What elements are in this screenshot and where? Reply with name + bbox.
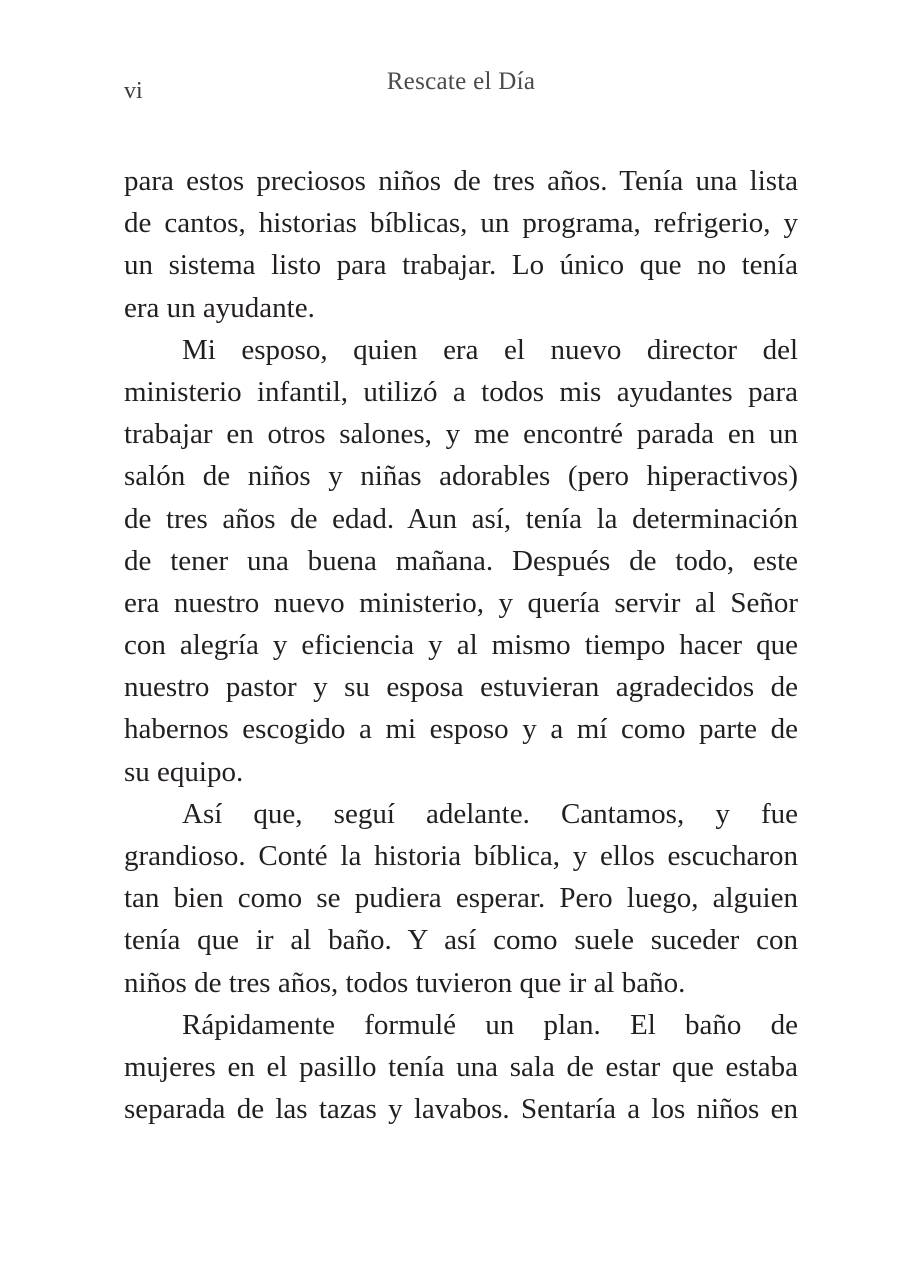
text-line: era un ayudante. xyxy=(124,291,315,324)
text-line: niños de tres años, todos tuvieron que ir al baño. xyxy=(124,966,686,999)
text-line: de tener una buena mañana. Después de todo, este xyxy=(124,544,798,577)
text-line: Así que, seguí adelante. Cantamos, y fue xyxy=(182,797,798,830)
page-number: vi xyxy=(124,78,143,104)
text-line: era nuestro nuevo ministerio, y quería servir al Señor xyxy=(124,586,798,619)
book-title: Rescate el Día xyxy=(386,68,536,95)
paragraph xyxy=(124,329,798,793)
text-line: grandioso. Conté la historia bíblica, y ellos escucharon xyxy=(124,840,798,872)
text-line: ministerio infantil, utilizó a todos mis ayudantes para xyxy=(124,375,798,408)
text-line: trabajar en otros salones, y me encontré parada en un xyxy=(124,418,798,451)
text-line: su equipo. xyxy=(124,755,244,788)
text-line: para estos preciosos niños de tres años. Tenía una lista xyxy=(124,165,798,197)
text-line: de cantos, historias bíblicas, un programa, refrigerio, y xyxy=(124,207,798,240)
text-line: con alegría y eficiencia y al mismo tiempo hacer que xyxy=(124,629,798,662)
text-line: habernos escogido a mi esposo y a mí como parte de xyxy=(124,713,798,746)
paragraph xyxy=(124,793,798,1004)
paragraph xyxy=(124,160,798,329)
body-text xyxy=(124,160,798,1130)
paragraph xyxy=(124,1004,798,1131)
text-line: tan bien como se pudiera esperar. Pero luego, alguien xyxy=(124,882,798,915)
text-line: tenía que ir al baño. Y así como suele suceder con xyxy=(124,924,798,957)
text-line: de tres años de edad. Aun así, tenía la determinación xyxy=(124,502,798,535)
text-line: un sistema listo para trabajar. Lo único que no tenía xyxy=(124,249,798,282)
text-line: mujeres en el pasillo tenía una sala de estar que estaba xyxy=(124,1050,798,1083)
text-line: Rápidamente formulé un plan. El baño de xyxy=(182,1008,798,1041)
text-line: Mi esposo, quien era el nuevo director del xyxy=(182,333,798,366)
text-line: salón de niños y niñas adorables (pero hiperactivos) xyxy=(124,460,798,493)
text-line: separada de las tazas y lavabos. Sentaría a los niños en xyxy=(124,1093,798,1126)
running-head xyxy=(124,68,798,108)
text-line: nuestro pastor y su esposa estuvieran agradecidos de xyxy=(124,671,798,704)
